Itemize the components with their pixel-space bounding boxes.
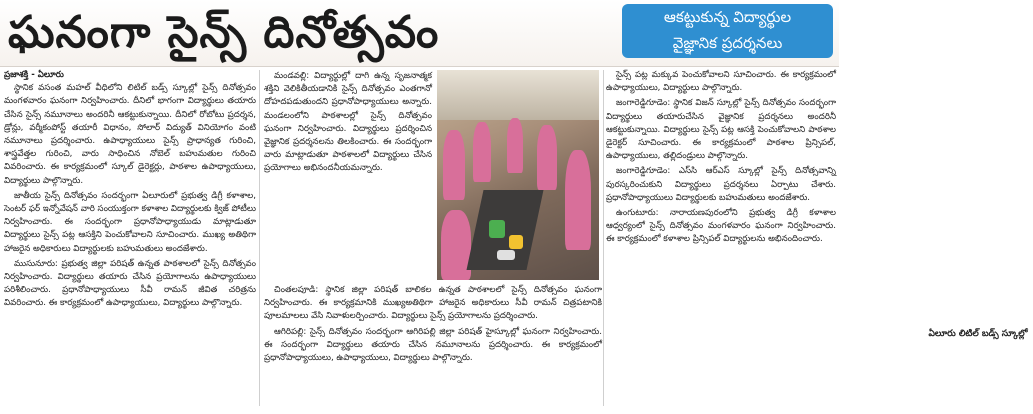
photo-student [537,125,557,190]
column-4-paragraph-3: జంగారెడ్డిగూడెం: ఎస్‌సి ఆర్‌ఎస్ స్కూల్లో సైన్స్ దినోత్సవాన్ని పురస్కరించుకుని విద్యార్థులు ప్రదర్శనలు ఏర్పాటు చేశారు. ప్రధానోపాధ్యాయులు విద్యార్థులకు బహుమతులు అందజేశారు. [606,166,836,203]
column-4-paragraph-2: జంగారెడ్డిగూడెం: స్థానిక విజన్ స్కూల్లో సైన్స్ దినోత్సవం సందర్భంగా విద్యార్థులు తయారుచేసిన వైజ్ఞానిక ప్రదర్శనలు అందరినీ ఆకట్టుకున్నాయి. విద్యార్థులు సైన్స్ పట్ల ఆసక్తి పెంచుకోవాలని పాఠశాల డైరెక్టర్ సూచించారు. ఈ కార్యక్రమంలో పాఠశాల ప్రిన్సిపల్, ఉపాధ్యాయులు, తల్లిదండ్రులు పాల్గొన్నారు. [606,98,836,162]
column-4-paragraph-1: సైన్స్ పట్ల మక్కువ పెంచుకోవాలని సూచించారు. ఈ కార్యక్రమంలో ఉపాధ్యాయులు, విద్యార్థులు పాల్గొన్నారు. [606,70,836,94]
photo-science-model [497,250,515,260]
column-2b-paragraph-1: చింతలపూడి: స్థానిక జిల్లా పరిషత్ బాలికల ఉన్నత పాఠశాలలో సైన్స్ దినోత్సవం ఘనంగా నిర్వహించారు. ఈ కార్యక్రమానికి ముఖ్యఅతిథిగా హాజరైన అధికారులు సీవీ రామన్ చిత్రపటానికి పూలమాలలు వేసి నివాళులర్పించారు. విద్యార్థులు సైన్స్ ప్రయోగాలను ప్రదర్శించారు. [264,285,602,322]
article-header [0,0,839,67]
column-1-paragraph-1: స్థానిక వసంత మహల్ వీధిలోని లిటిల్ బడ్స్ స్కూల్లో సైన్స్ దినోత్సవం మంగళవారం ఘనంగా నిర్వహించారు. దీనిలో భాగంగా విద్యార్థులు తయారు చేసిన సైన్స్ నమూనాలు అందరినీ ఆకట్టుకున్నాయి. దీనిలో రోబోటు ప్రదర్శన, డ్రోన్లు, వర్మీకంపోస్ట్ తయారీ విధానం, సోలార్ విద్యుత్ వినియోగం వంటి నమూనాలు ప్రదర్శించారు. ఉపాధ్యాయులు సైన్స్ ప్రాధాన్యత గురించి, శాస్త్రవేత్తల గురించి, వారు సాధించిన నోబెల్ బహుమతుల గురించి వివరించారు. ఈ కార్యక్రమంలో స్కూల్ డైరెక్టర్లు, పాఠశాల ఉపాధ్యాయులు, విద్యార్థులు పాల్గొన్నారు. [4,83,256,186]
column-1-paragraph-2: జాతీయ సైన్స్ దినోత్సవం సందర్భంగా ఏలూరులో ప్రభుత్వ డిగ్రీ కళాశాల, సెంటర్ ఫర్ ఇన్నోవేషన్ వారి సంయుక్తంగా కళాశాల విద్యార్థులకు క్విజ్ పోటీలు నిర్వహించారు. ఈ సందర్భంగా ప్రధానోపాధ్యాయుడు మాట్లాడుతూ విద్యార్థులు సైన్స్ పట్ల ఆసక్తిని పెంచుకోవాలని సూచించారు. ముఖ్య అతిథిగా హాజరైన అధికారులు విద్యార్థులకు బహుమతులు అందజేశారు. [4,190,256,254]
column-2b-paragraph-2: ఆగిరిపల్లి: సైన్స్ దినోత్సవం సందర్భంగా ఆగిరిపల్లి జిల్లా పరిషత్ హైస్కూల్లో ఘనంగా నిర్వహించారు. ఈ సందర్భంగా విద్యార్థులు తయారు చేసిన నమూనాలను ప్రదర్శించారు. ఈ కార్యక్రమంలో ప్రధానోపాధ్యాయులు, ఉపాధ్యాయులు, విద్యార్థులు పాల్గొన్నారు. [264,326,602,364]
column-divider [259,70,260,406]
column-2-paragraph-1: మండవల్లి: విద్యార్థుల్లో దాగి ఉన్న సృజనాత్మక శక్తిని వెలికితీయడానికి సైన్స్ దినోత్సవం ఎంతగానో దోహదపడుతుందని ప్రధానోపాధ్యాయులు అన్నారు. మండలంలోని పాఠశాలల్లో సైన్స్ దినోత్సవం ఘనంగా నిర్వహించారు. విద్యార్థులు ప్రదర్శించిన వైజ్ఞానిక ప్రదర్శనలను తిలకించారు. ఈ సందర్భంగా వారు మాట్లాడుతూ పాఠశాలలో విద్యార్థులు చేసిన ప్రయోగాలు అభినందనీయమన్నారు. [264,71,432,174]
photo-caption: ఏలూరు లిటిల్ బడ్స్ స్కూల్లో [923,325,1033,343]
photo-student [473,122,491,182]
column-1-paragraph-3: ముసునూరు: ప్రభుత్వ జిల్లా పరిషత్ ఉన్నత పాఠశాలలో సైన్స్ దినోత్సవం నిర్వహించారు. విద్యార్థులు తయారు చేసిన ప్రయోగాలను ఉపాధ్యాయులు పరిశీలించారు. ప్రధానోపాధ్యాయులు సీవీ రామన్ జీవిత చరిత్రను వివరించారు. ఈ కార్యక్రమంలో ఉపాధ్యాయులు, విద్యార్థులు పాల్గొన్నారు. [4,258,256,309]
photo-student [443,130,465,200]
subheading-box [622,4,833,58]
photo-science-model [509,235,523,249]
photo-science-model [489,220,505,238]
subheading-line-2: వైజ్ఞానిక ప్రదర్శనలు [672,34,783,52]
subheading-line-1: ఆకట్టుకున్న విద్యార్థుల [663,8,792,26]
column-4-paragraph-4: ఉంగుటూరు: నారాయణపురంలోని ప్రభుత్వ డిగ్రీ కళాశాల ఆధ్వర్యంలో సైన్స్ దినోత్సవం మంగళవారం ఘనంగా నిర్వహించారు. ఈ కార్యక్రమంలో కళాశాల ప్రిన్సిపల్ విద్యార్థులను అభినందించారు. [606,208,836,245]
photo-student [507,118,523,173]
article-column-2 [264,70,432,282]
dateline: ప్రజాశక్తి - ఏలూరు [4,70,64,80]
headline: ఘనంగా సైన్స్ దినోత్సవం [8,7,440,58]
photo-background-shelf [437,70,599,120]
article-column-2-bottom [264,284,602,410]
photo-student [565,150,591,250]
article-column-4 [606,69,836,409]
article-column-1 [4,69,256,409]
column-divider [603,70,604,406]
